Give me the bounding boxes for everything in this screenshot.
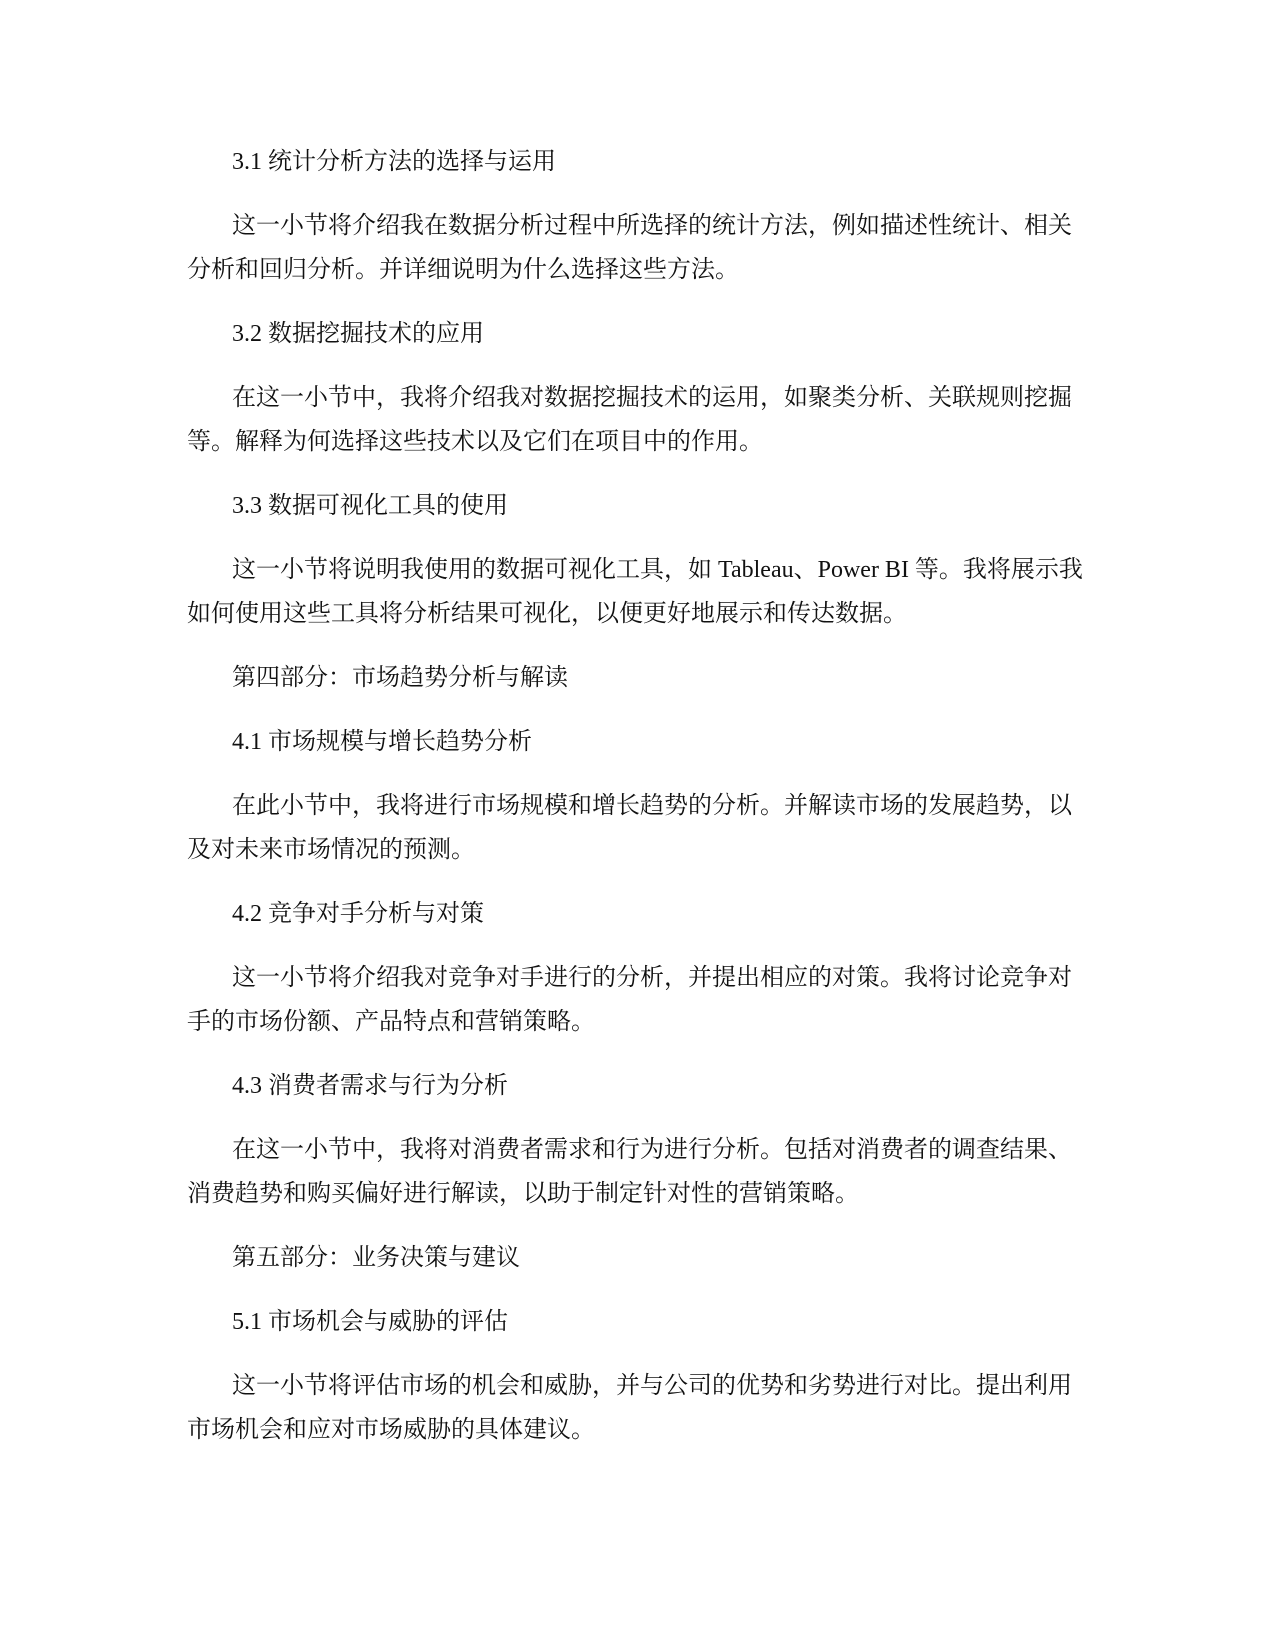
section-heading-3-1: 3.1 统计分析方法的选择与运用 <box>232 149 556 175</box>
section-heading-5-1: 5.1 市场机会与威胁的评估 <box>232 1309 508 1335</box>
paragraph-4-2: 这一小节将介绍我对竞争对手进行的分析，并提出相应的对策。我将讨论竞争对手的市场份额、产品特点和营销策略。 <box>187 965 1072 1035</box>
section-heading-4-2: 4.2 竞争对手分析与对策 <box>232 901 484 927</box>
paragraph-3-3: 这一小节将说明我使用的数据可视化工具，如 Tableau、Power BI 等。我将展示我如何使用这些工具将分析结果可视化，以便更好地展示和传达数据。 <box>187 557 1083 627</box>
paragraph-4-3: 在这一小节中，我将对消费者需求和行为进行分析。包括对消费者的调查结果、消费趋势和购买偏好进行解读，以助于制定针对性的营销策略。 <box>187 1137 1072 1207</box>
section-heading-3-2: 3.2 数据挖掘技术的应用 <box>232 321 484 347</box>
section-heading-4-3: 4.3 消费者需求与行为分析 <box>232 1073 508 1099</box>
section-heading-4-1: 4.1 市场规模与增长趋势分析 <box>232 729 532 755</box>
paragraph-4-1: 在此小节中，我将进行市场规模和增长趋势的分析。并解读市场的发展趋势，以及对未来市场情况的预测。 <box>187 793 1072 863</box>
section-heading-3-3: 3.3 数据可视化工具的使用 <box>232 493 508 519</box>
document-body <box>187 140 1087 1472</box>
part-heading-4: 第四部分：市场趋势分析与解读 <box>232 665 568 691</box>
paragraph-3-2: 在这一小节中，我将介绍我对数据挖掘技术的运用，如聚类分析、关联规则挖掘等。解释为何选择这些技术以及它们在项目中的作用。 <box>187 385 1072 455</box>
part-heading-5: 第五部分：业务决策与建议 <box>232 1245 520 1271</box>
paragraph-5-1: 这一小节将评估市场的机会和威胁，并与公司的优势和劣势进行对比。提出利用市场机会和应对市场威胁的具体建议。 <box>187 1373 1072 1443</box>
paragraph-3-1: 这一小节将介绍我在数据分析过程中所选择的统计方法，例如描述性统计、相关分析和回归分析。并详细说明为什么选择这些方法。 <box>187 213 1072 283</box>
